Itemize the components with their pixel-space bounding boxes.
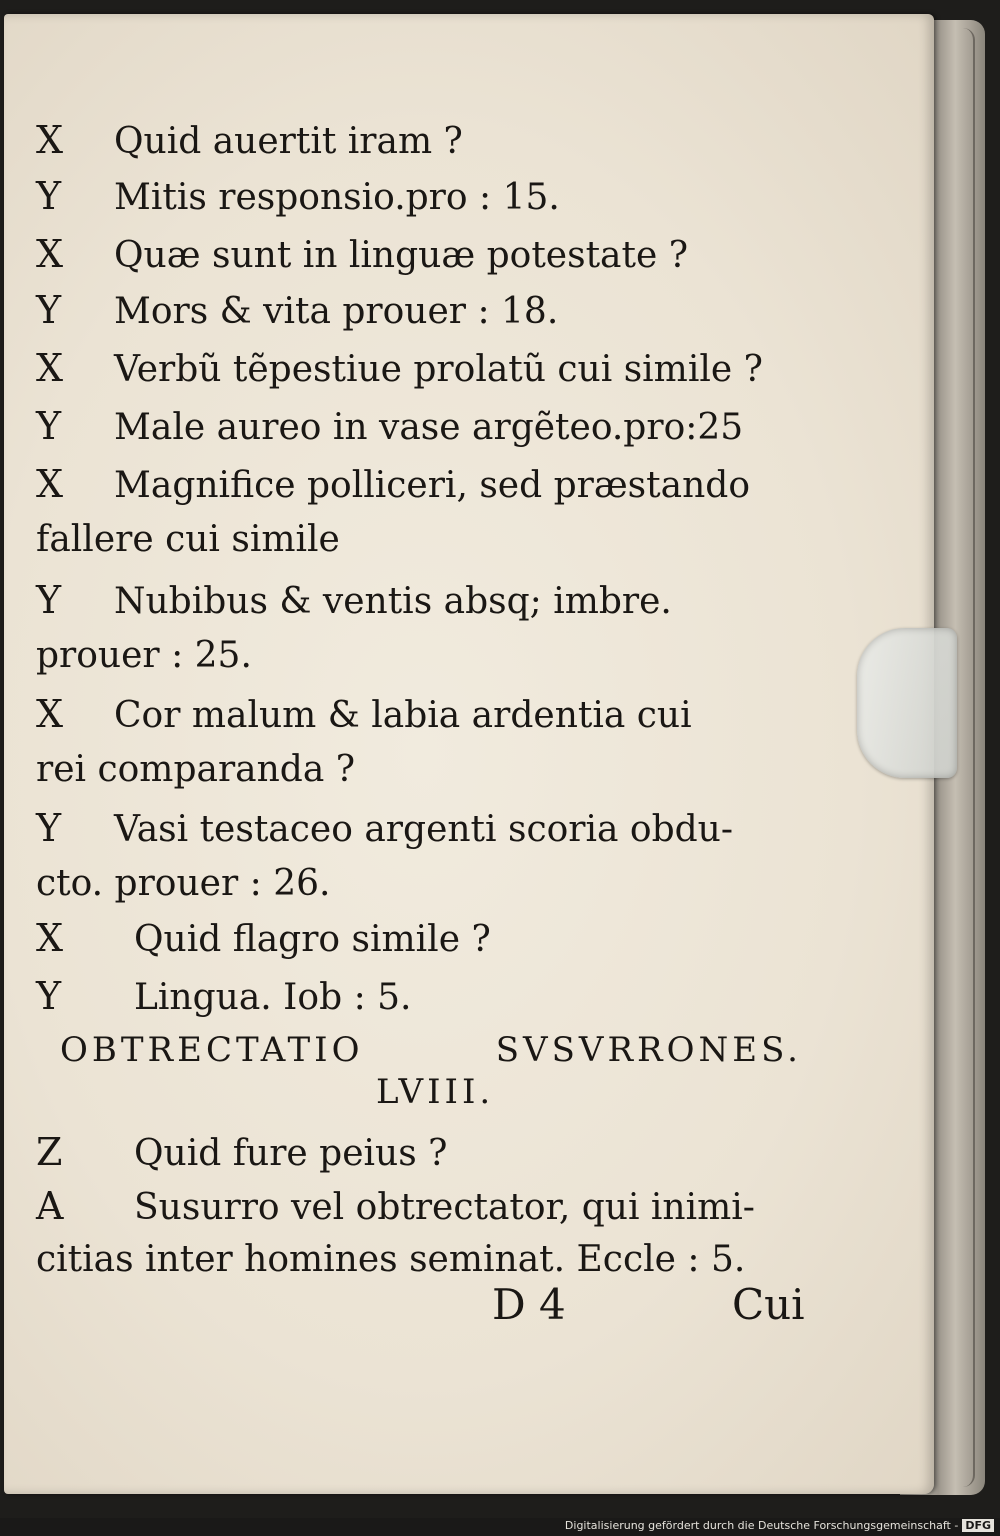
dialogue-line xyxy=(36,346,763,394)
line-text: Male aureo in vase argẽteo.pro:25 xyxy=(114,407,744,448)
line-text: cto. prouer : 26. xyxy=(36,863,331,904)
dialogue-line xyxy=(36,974,412,1022)
line-text: fallere cui simile xyxy=(36,519,340,560)
speaker-letter: X xyxy=(36,232,64,276)
heading-right: SVSVRRONES. xyxy=(495,1030,802,1070)
continuation-line xyxy=(36,862,330,910)
section-heading xyxy=(60,1028,802,1072)
line-text: rei comparanda ? xyxy=(36,749,356,790)
line-text: Mors & vita prouer : 18. xyxy=(114,291,559,332)
dialogue-line xyxy=(36,1184,755,1232)
continuation-line xyxy=(36,634,252,682)
speaker-letter: X xyxy=(36,346,64,390)
line-text: Verbũ tẽpestiue prolatũ cui simile ? xyxy=(114,349,763,390)
dialogue-line xyxy=(36,118,463,166)
speaker-letter: X xyxy=(36,462,64,506)
dialogue-line xyxy=(36,232,688,280)
speaker-letter: Y xyxy=(36,806,62,850)
line-text: Quid fure peius ? xyxy=(134,1133,448,1174)
continuation-line xyxy=(36,748,355,796)
line-text: Quid flagro simile ? xyxy=(134,919,491,960)
line-text: Magnifice polliceri, sed præstando xyxy=(114,465,750,506)
credit-line xyxy=(565,1519,994,1532)
continuation-line xyxy=(36,1238,745,1286)
line-text: Cor malum & labia ardentia cui xyxy=(114,695,692,736)
line-text: Quæ sunt in linguæ potestate ? xyxy=(114,235,689,276)
dialogue-line xyxy=(36,916,491,964)
line-text: Mitis responsio.pro : 15. xyxy=(114,177,560,218)
line-text: prouer : 25. xyxy=(36,635,252,676)
section-numeral xyxy=(376,1070,494,1114)
dialogue-line xyxy=(36,1130,447,1178)
speaker-letter: A xyxy=(36,1184,64,1228)
dialogue-line xyxy=(36,174,560,222)
heading-left: OBTRECTATIO xyxy=(60,1030,364,1070)
line-text: Quid auertit iram ? xyxy=(114,121,463,162)
dialogue-line xyxy=(36,692,692,740)
continuation-line xyxy=(36,518,340,566)
speaker-letter: X xyxy=(36,916,64,960)
catchword: Cui xyxy=(732,1280,805,1329)
dialogue-line xyxy=(36,578,672,626)
line-text: Susurro vel obtrectator, qui inimi- xyxy=(134,1187,755,1228)
signature-mark: D 4 xyxy=(492,1280,566,1329)
dfg-logo: DFG xyxy=(962,1519,994,1532)
speaker-letter: Y xyxy=(36,578,62,622)
credit-text: Digitalisierung gefördert durch die Deutsche Forschungsgemeinschaft - xyxy=(564,1519,959,1532)
line-text: Vasi testaceo argenti scoria obdu- xyxy=(114,809,734,850)
dialogue-line xyxy=(36,288,558,336)
page-clip xyxy=(857,628,957,778)
line-text: Nubibus & ventis absq; imbre. xyxy=(114,581,672,622)
dialogue-line xyxy=(36,404,743,452)
speaker-letter: Y xyxy=(36,404,62,448)
dialogue-line xyxy=(36,806,733,854)
dialogue-line xyxy=(36,462,750,510)
heading-numeral: LVIII. xyxy=(376,1072,495,1112)
speaker-letter: Y xyxy=(36,288,62,332)
speaker-letter: X xyxy=(36,692,64,736)
speaker-letter: Z xyxy=(36,1130,63,1174)
speaker-letter: X xyxy=(36,118,64,162)
speaker-letter: Y xyxy=(36,174,62,218)
line-text: Lingua. Iob : 5. xyxy=(134,977,412,1018)
line-text: citias inter homines seminat. Eccle : 5. xyxy=(36,1239,746,1280)
speaker-letter: Y xyxy=(36,974,62,1018)
